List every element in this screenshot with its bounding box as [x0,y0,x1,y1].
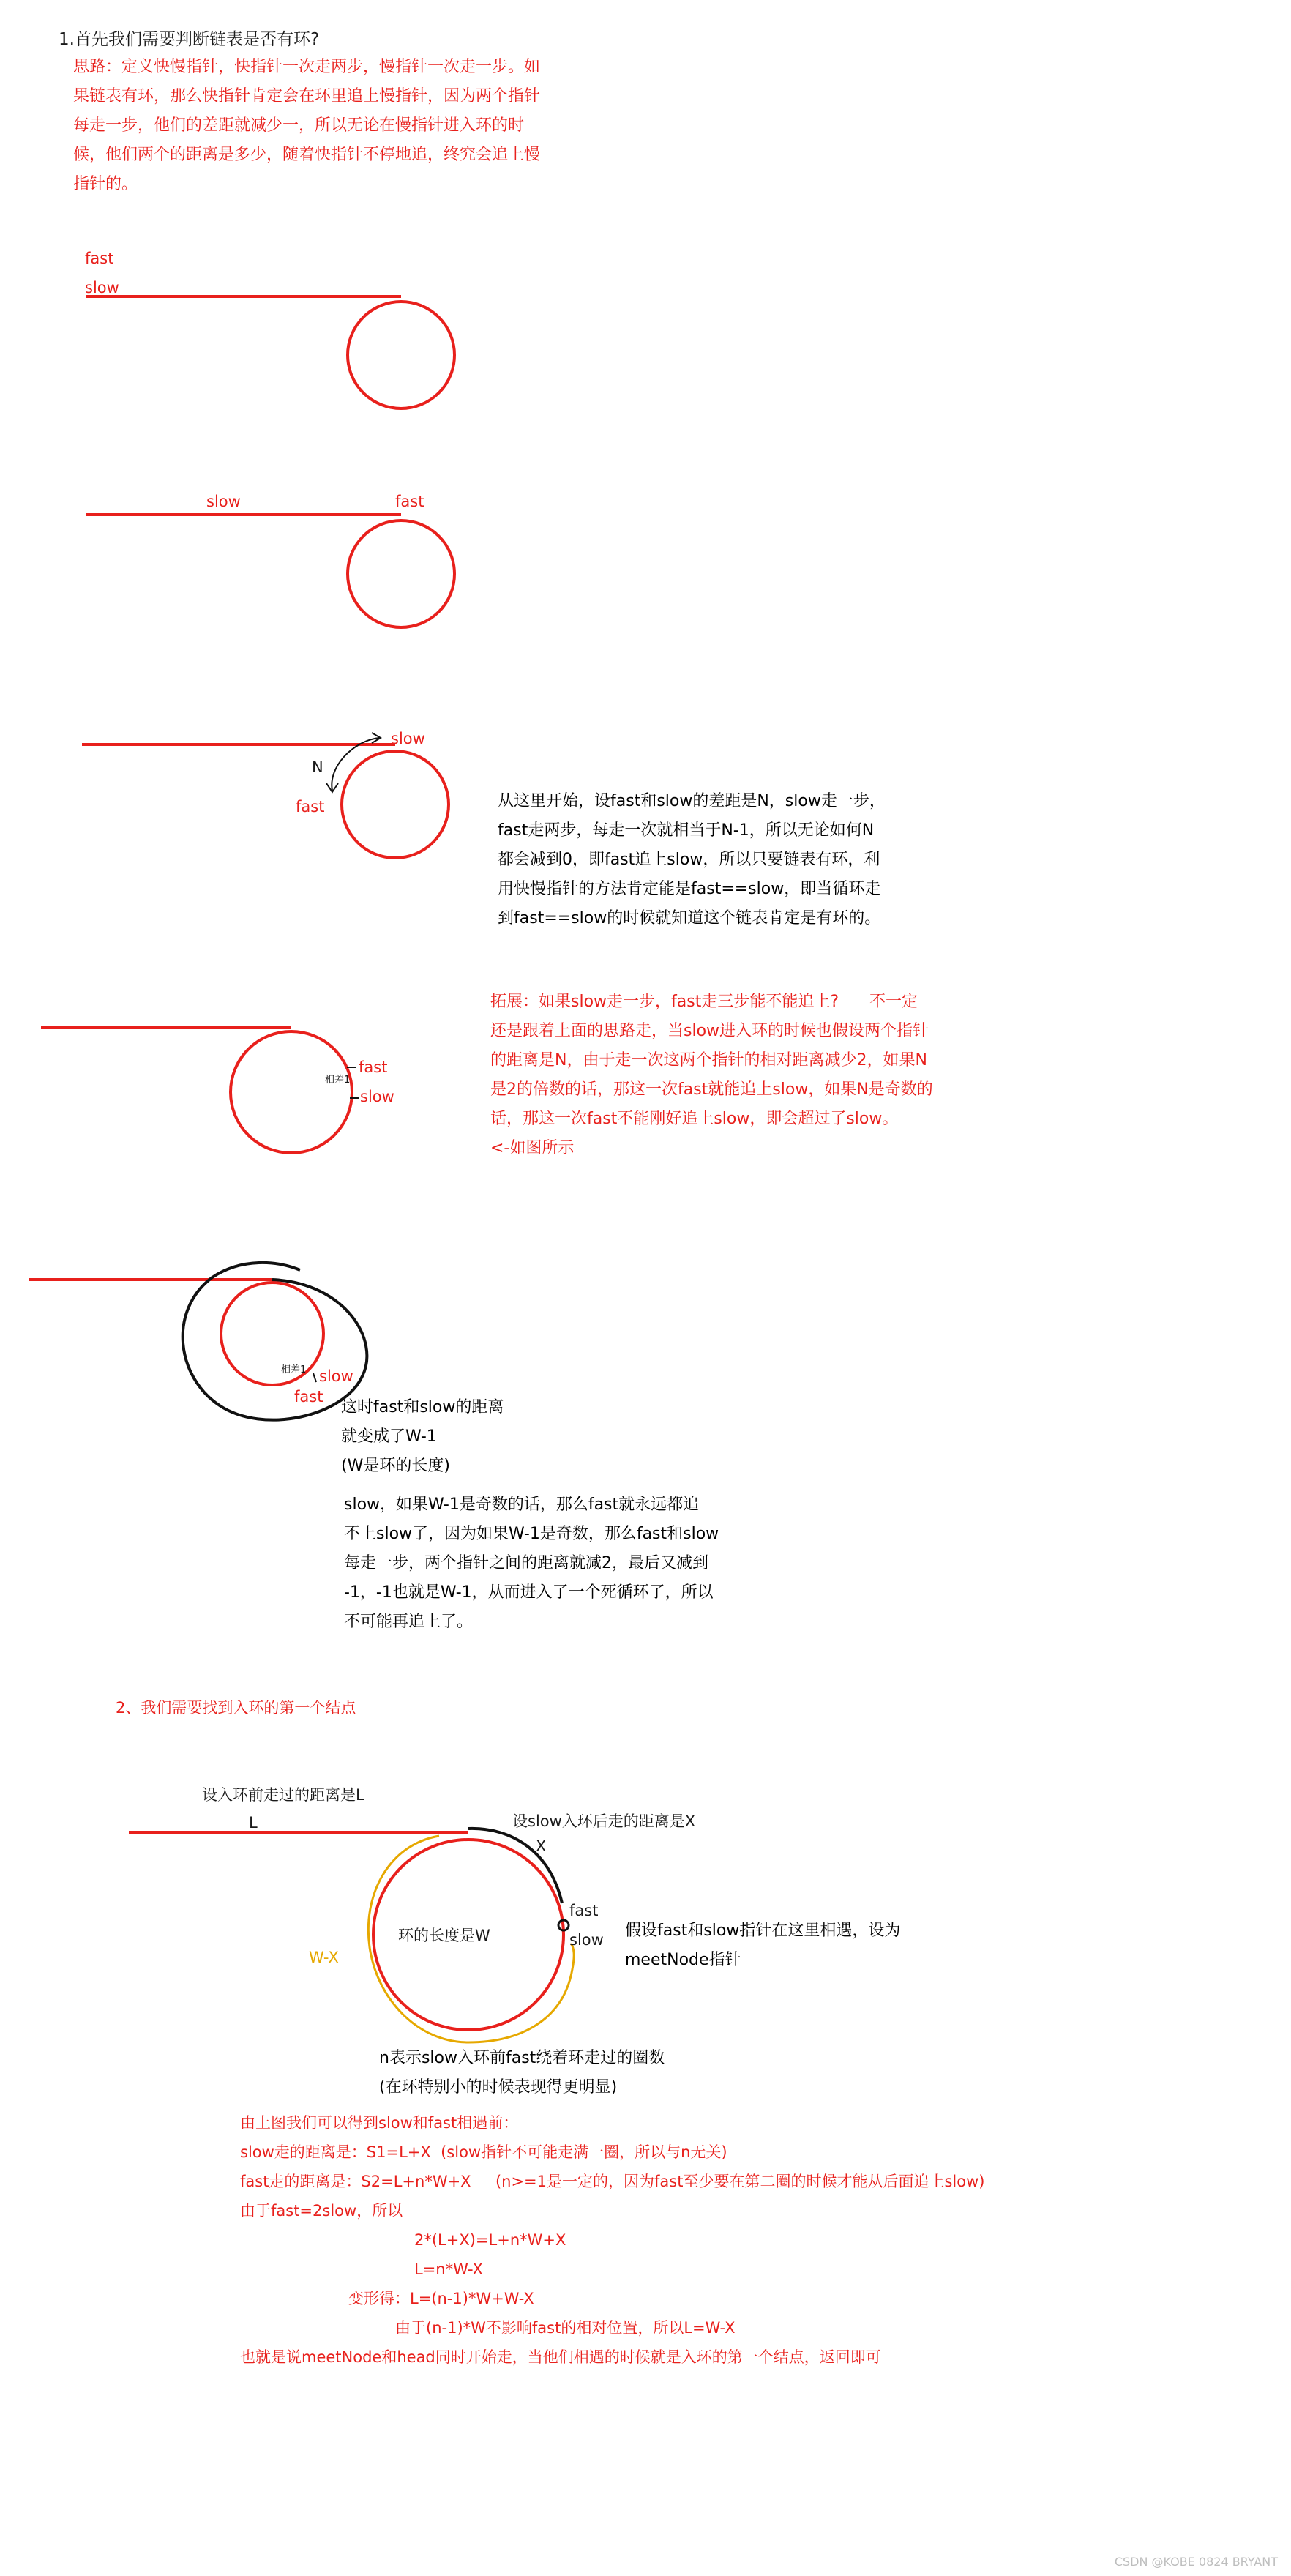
derivation-line: 也就是说meetNode和head同时开始走，当他们相遇的时候就是入环的第一个结点，返回即可 [240,2348,881,2366]
fig5-gap-label: 相差1 [281,1364,307,1375]
derivation-line: 由于fast=2slow，所以 [240,2202,403,2220]
ext-line: 话，那这一次fast不能刚好追上slow，即会超过了slow。 [490,1110,899,1128]
meet-line: meetNode指针 [625,1951,741,1969]
fig2-fast-label: fast [395,493,424,510]
fig6-wx-label: W-X [309,1949,339,1966]
fig6-l-label: L [249,1814,258,1832]
fig4-fast-label: fast [359,1059,388,1076]
idea-line: 思路：定义快慢指针，快指针一次走两步，慢指针一次走一步。如 [73,58,541,76]
derivation-line: 由上图我们可以得到slow和fast相遇前： [240,2114,519,2132]
fig6-n-note [379,2044,665,2102]
fig5-ring [221,1283,323,1385]
fig6-x-label: X [536,1837,547,1855]
odd-line: slow，如果W-1是奇数的话，那么fast就永远都追 [344,1496,700,1514]
fig3-note [498,787,886,933]
fig3-slow-label: slow [391,730,425,747]
fig5-fast-label: fast [294,1388,323,1405]
idea-line: 候，他们两个的距离是多少，随着快指针不停地追，终究会追上慢 [73,146,541,164]
fig3-note-line: 用快慢指针的方法肯定能是fast==slow，即当循环走 [498,880,881,898]
fig1-fast-label: fast [85,250,114,267]
fig1-ring [348,302,454,408]
watermark: CSDN @KOBE 0824 BRYANT [1114,2555,1278,2569]
n-line: (在环特别小的时候表现得更明显) [379,2078,618,2097]
fig4-linked-list-loop [41,1028,359,1153]
fig5-odd-note [344,1490,719,1637]
derivation-line: fast走的距离是：S2=L+n*W+X (n>=1是一定的，因为fast至少要在第二圈的时候才能从后面追上slow) [240,2173,985,2190]
idea-line: 果链表有环，那么快指针肯定会在环里追上慢指针，因为两个指针 [73,87,541,105]
n-line: n表示slow入环前fast绕着环走过的圈数 [379,2049,665,2067]
derivation-line: 2*(L+X)=L+n*W+X [414,2231,566,2249]
fig5-distance-note [341,1393,504,1481]
fig3-note-line: 从这里开始，设fast和slow的差距是N，slow走一步， [498,792,886,810]
fig6-meet-note [625,1916,900,1975]
section1-heading: 1.首先我们需要判断链表是否有环? [59,30,320,49]
fig4-ring [231,1031,352,1153]
fig6-ring-length-label: 环的长度是W [398,1927,490,1944]
section2-heading: 2、我们需要找到入环的第一个结点 [116,1699,356,1717]
derivation-line: L=n*W-X [414,2260,483,2278]
fig2-linked-list-loop [86,515,454,627]
derivation-line: slow走的距离是：S1=L+X (slow指针不可能走满一圈，所以与n无关) [240,2143,727,2161]
dist-line: 就变成了W-1 [341,1427,437,1446]
fig3-ring [342,751,449,858]
fig2-slow-label: slow [206,493,241,510]
dist-line: 这时fast和slow的距离 [341,1398,504,1416]
fig4-slow-label: slow [360,1088,394,1105]
ext-line: 的距离是N，由于走一次这两个指针的相对距离减少2，如果N [490,1051,927,1069]
odd-line: 每走一步，两个指针之间的距离就减2，最后又减到 [344,1554,708,1572]
fig2-ring [348,520,454,627]
fig6-l-title: 设入环前走过的距离是L [202,1786,364,1804]
fig6-fast-label: fast [569,1902,599,1919]
fig1-linked-list-loop [86,296,454,408]
fig6-slow-label: slow [569,1931,604,1949]
fig4-extension-paragraph [490,988,933,1163]
odd-line: 不可能再追上了。 [344,1613,474,1631]
derivation-line: 由于(n-1)*W不影响fast的相对位置，所以L=W-X [395,2319,736,2337]
fig6-meet-diagram [129,1829,574,2042]
fig3-note-line: fast走两步，每走一次就相当于N-1，所以无论如何N [498,821,875,840]
fig4-gap-label: 相差1 [325,1075,351,1086]
fig6-x-title: 设slow入环后走的距离是X [512,1812,696,1830]
fig3-note-line: 都会减到0，即fast追上slow，所以只要链表有环，利 [498,851,880,869]
ext-line: 还是跟着上面的思路走，当slow进入环的时候也假设两个指针 [490,1022,929,1040]
fig3-fast-label: fast [296,798,325,815]
derivation-line: 变形得：L=(n-1)*W+W-X [348,2290,534,2307]
ext-line: 拓展：如果slow走一步，fast走三步能不能追上? 不一定 [490,993,918,1011]
fig5-slow-label: slow [319,1367,353,1385]
fig1-slow-label: slow [85,279,119,296]
fig5-fast-spiral [183,1263,367,1420]
fig3-note-line: 到fast==slow的时候就知道这个链表肯定是有环的。 [498,909,881,927]
ext-line: <-如图所示 [490,1139,575,1157]
idea-line: 每走一步，他们的差距就减少一，所以无论在慢指针进入环的时 [73,116,525,135]
ext-line: 是2的倍数的话，那这一次fast就能追上slow，如果N是奇数的 [490,1080,933,1099]
fig5-slow-tick [313,1373,316,1382]
section1-idea-paragraph [73,53,540,199]
idea-line: 指针的。 [73,175,138,193]
meet-line: 假设fast和slow指针在这里相遇，设为 [625,1922,901,1940]
odd-line: 不上slow了，因为如果W-1是奇数，那么fast和slow [344,1525,719,1543]
odd-line: -1，-1也就是W-1，从而进入了一个死循环了，所以 [344,1583,714,1602]
dist-line: (W是环的长度) [341,1457,450,1475]
fig3-n-label: N [312,758,323,776]
